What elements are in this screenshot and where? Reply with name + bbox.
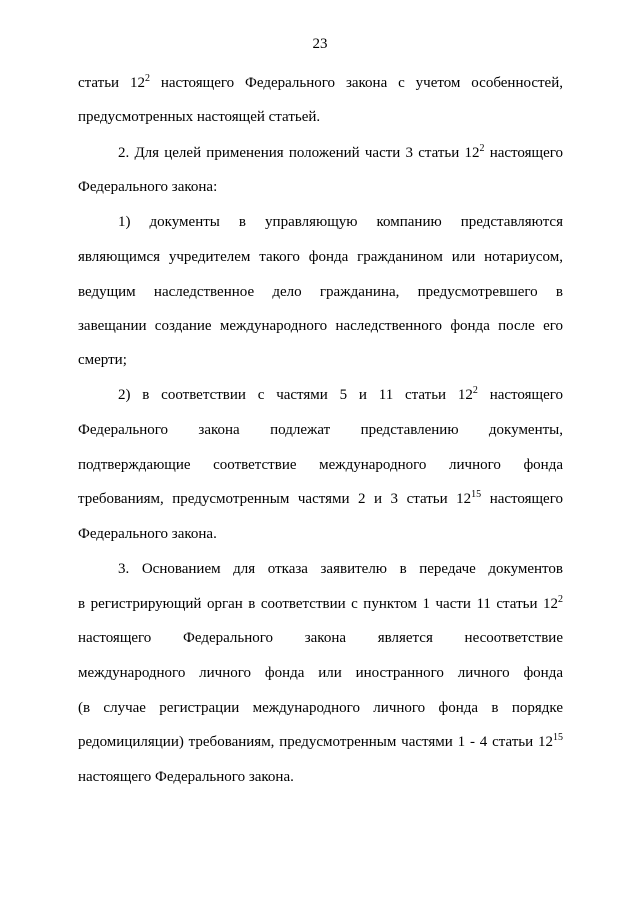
text-segment: настоящего (489, 491, 563, 507)
text-segment: (в случае регистрации международного личного фонда в порядке (78, 700, 563, 716)
text-segment: ведущим наследственное дело гражданина, предусмотревшего в (78, 284, 563, 300)
text-segment: настоящего Федерального закона является несоответствие (78, 630, 563, 646)
text-line (78, 768, 563, 786)
text-segment: 1) документы в управляющую компанию представляются (118, 214, 563, 230)
text-line (78, 699, 563, 717)
text-segment: 2) в соответствии с частями 5 и 11 статьи $12^2$ (118, 385, 478, 403)
superscript: 2 (558, 594, 563, 605)
text-segment: статьи $12^2$ (78, 73, 150, 91)
text-line (78, 108, 563, 126)
text-line (78, 733, 563, 751)
text-line (78, 490, 563, 508)
text-segment: в регистрирующий орган в соответствии с пунктом 1 части 11 статьи $12^2$ (78, 594, 563, 612)
text-segment: завещании создание международного наследственного фонда после его (78, 318, 563, 334)
text-segment: настоящего (489, 145, 564, 161)
text-segment: требованиям, предусмотренным частями 2 и 3 статьи $12^{15}$ (78, 489, 482, 507)
text-segment: Федерального закона подлежат представлению документы, (78, 422, 563, 438)
superscript: 2 (472, 385, 478, 396)
text-line (118, 213, 563, 231)
text-line (78, 283, 563, 301)
superscript: 2 (144, 73, 150, 84)
text-line (78, 629, 563, 647)
text-segment: редомициляции) требованиям, предусмотренным частями 1 - 4 статьи $12^{15}$ (78, 732, 563, 750)
superscript: 15 (553, 732, 563, 743)
text-segment: настоящего Федерального закона. (78, 769, 294, 785)
text-line (78, 317, 563, 335)
text-line (78, 351, 563, 369)
text-segment: 3. Основанием для отказа заявителю в передаче документов (118, 561, 563, 577)
text-segment: подтверждающие соответствие международного личного фонда (78, 457, 563, 473)
text-segment: смерти; (78, 352, 127, 368)
text-segment: международного личного фонда или иностранного личного фонда (78, 665, 563, 681)
text-segment: предусмотренных настоящей статьей. (78, 109, 321, 125)
text-line (78, 456, 563, 474)
text-line (78, 248, 563, 266)
text-line (118, 386, 563, 404)
superscript: 2 (479, 143, 485, 154)
text-segment: 2. Для целей применения положений части 3 статьи $12^2$ (118, 143, 485, 161)
text-line (78, 178, 563, 196)
text-line (118, 144, 563, 162)
text-line (78, 664, 563, 682)
text-line (118, 560, 563, 578)
text-line (78, 525, 563, 543)
text-segment: настоящего Федерального закона с учетом особенностей, (160, 75, 563, 91)
superscript: 15 (471, 489, 482, 500)
text-segment: являющимся учредителем такого фонда гражданином или нотариусом, (78, 249, 563, 265)
text-segment: Федерального закона. (78, 526, 217, 542)
text-line (78, 421, 563, 439)
page-number: 23 (312, 36, 328, 52)
text-segment: настоящего (489, 387, 564, 403)
text-line (78, 595, 563, 613)
text-segment: Федерального закона: (78, 179, 218, 195)
text-line (78, 74, 563, 92)
